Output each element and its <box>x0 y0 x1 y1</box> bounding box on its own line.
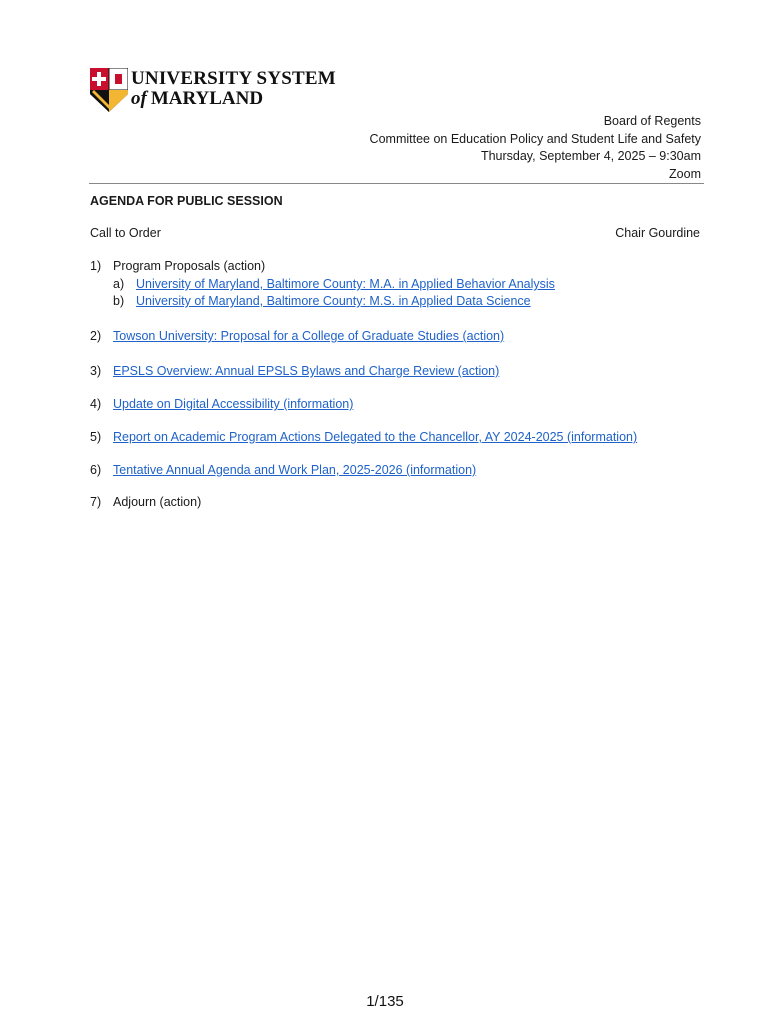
subitem-link-umbc-ma-aba[interactable]: University of Maryland, Baltimore County: M.A. in Applied Behavior Analysis <box>136 277 555 291</box>
item-number: 6) <box>90 463 102 477</box>
agenda-item-3 <box>90 364 499 378</box>
agenda-item-1 <box>90 259 265 273</box>
usm-logo <box>90 68 336 114</box>
chair-name: Chair Gourdine <box>615 226 700 240</box>
header-divider <box>89 183 704 184</box>
item-number: 1) <box>90 259 102 273</box>
meeting-header <box>370 113 701 183</box>
header-line-date: Thursday, September 4, 2025 – 9:30am <box>480 149 701 164</box>
subitem-link-umbc-ms-ads[interactable]: University of Maryland, Baltimore County: M.S. in Applied Data Science <box>136 294 531 308</box>
page-indicator: 1/135 <box>366 993 404 1010</box>
item-link-work-plan[interactable]: Tentative Annual Agenda and Work Plan, 2025-2026 (information) <box>113 463 477 477</box>
subitem-number: b) <box>113 294 125 308</box>
logo-of: of <box>131 88 147 109</box>
item-number: 4) <box>90 397 102 411</box>
item-number: 7) <box>90 495 102 509</box>
agenda-item-7 <box>90 495 201 509</box>
agenda-item-4 <box>90 397 353 411</box>
item-link-towson[interactable]: Towson University: Proposal for a College of Graduate Studies (action) <box>113 329 505 343</box>
item-label: Program Proposals (action) <box>113 259 266 273</box>
logo-line1: UNIVERSITY SYSTEM <box>131 68 336 89</box>
agenda-title: AGENDA FOR PUBLIC SESSION <box>90 194 283 208</box>
agenda-subitem-a <box>113 277 555 291</box>
header-line-board: Board of Regents <box>603 114 701 128</box>
logo-maryland: MARYLAND <box>150 88 264 109</box>
item-number: 5) <box>90 430 102 444</box>
maryland-flag-shield-icon <box>90 68 128 112</box>
item-link-program-actions-report[interactable]: Report on Academic Program Actions Delegated to the Chancellor, AY 2024-2025 (information) <box>113 430 638 444</box>
agenda-item-5 <box>90 430 637 444</box>
subitem-number: a) <box>113 277 125 291</box>
agenda-subitem-b <box>113 294 531 308</box>
header-line-location: Zoom <box>669 166 701 181</box>
item-label: Adjourn (action) <box>113 495 202 509</box>
item-number: 3) <box>90 364 102 378</box>
agenda-item-2 <box>90 329 504 343</box>
call-to-order: Call to Order <box>90 226 161 240</box>
item-link-epsls-overview[interactable]: EPSLS Overview: Annual EPSLS Bylaws and Charge Review (action) <box>113 364 500 378</box>
agenda-item-6 <box>90 463 476 477</box>
header-line-committee: Committee on Education Policy and Student Life and Safety <box>369 131 701 146</box>
item-number: 2) <box>90 329 102 343</box>
logo-line2 <box>131 88 263 110</box>
item-link-digital-accessibility[interactable]: Update on Digital Accessibility (information) <box>113 397 354 411</box>
